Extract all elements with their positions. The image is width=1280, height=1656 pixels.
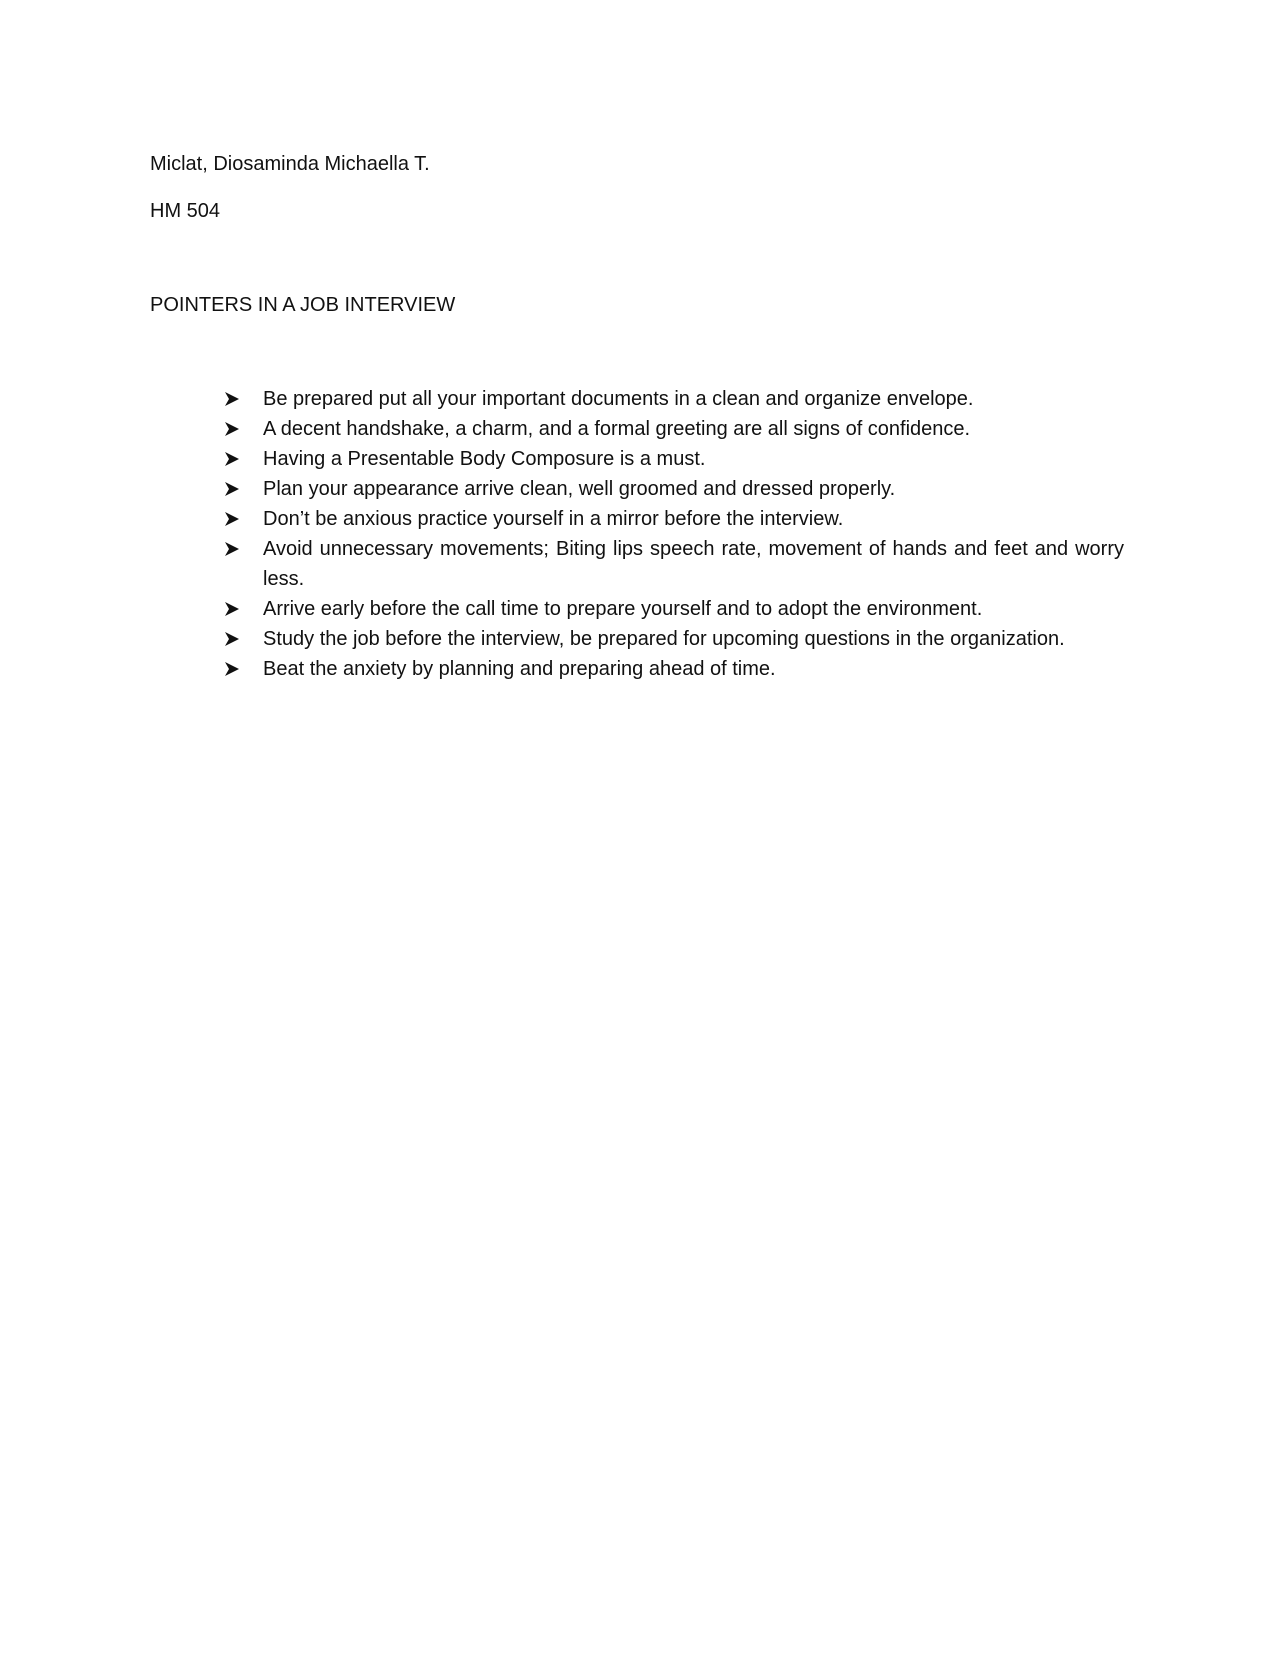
arrowhead-bullet-icon [224, 654, 244, 684]
document-title: POINTERS IN A JOB INTERVIEW [150, 294, 456, 316]
list-item-text: Plan your appearance arrive clean, well groomed and dressed properly. [263, 478, 896, 500]
list-item [224, 624, 1124, 654]
arrowhead-bullet-icon [224, 594, 244, 624]
list-item [224, 594, 1124, 624]
list-item [224, 534, 1124, 594]
arrowhead-bullet-icon [224, 504, 244, 534]
list-item-text: Don’t be anxious practice yourself in a mirror before the interview. [263, 508, 844, 530]
list-item [224, 384, 1124, 414]
arrowhead-bullet-icon [224, 534, 244, 564]
list-item [224, 474, 1124, 504]
pointers-list [224, 384, 1124, 684]
arrowhead-bullet-icon [224, 384, 244, 414]
list-item-text: Arrive early before the call time to prepare yourself and to adopt the environment. [263, 598, 983, 620]
list-item-text: Beat the anxiety by planning and preparing ahead of time. [263, 658, 776, 680]
list-item [224, 504, 1124, 534]
course-code: HM 504 [150, 200, 221, 222]
arrowhead-bullet-icon [224, 414, 244, 444]
arrowhead-bullet-icon [224, 624, 244, 654]
list-item-text: Having a Presentable Body Composure is a must. [263, 448, 706, 470]
author-name: Miclat, Diosaminda Michaella T. [150, 153, 430, 175]
arrowhead-bullet-icon [224, 474, 244, 504]
list-item [224, 414, 1124, 444]
list-item-text: Study the job before the interview, be prepared for upcoming questions in the organization. [263, 628, 1065, 650]
list-item [224, 444, 1124, 474]
list-item-text: A decent handshake, a charm, and a formal greeting are all signs of confidence. [263, 418, 971, 440]
list-item-text: Be prepared put all your important documents in a clean and organize envelope. [263, 388, 974, 410]
list-item-text: Avoid unnecessary movements; Biting lips speech rate, movement of hands and feet and worry less. [263, 538, 1124, 590]
list-item [224, 654, 1124, 684]
arrowhead-bullet-icon [224, 444, 244, 474]
